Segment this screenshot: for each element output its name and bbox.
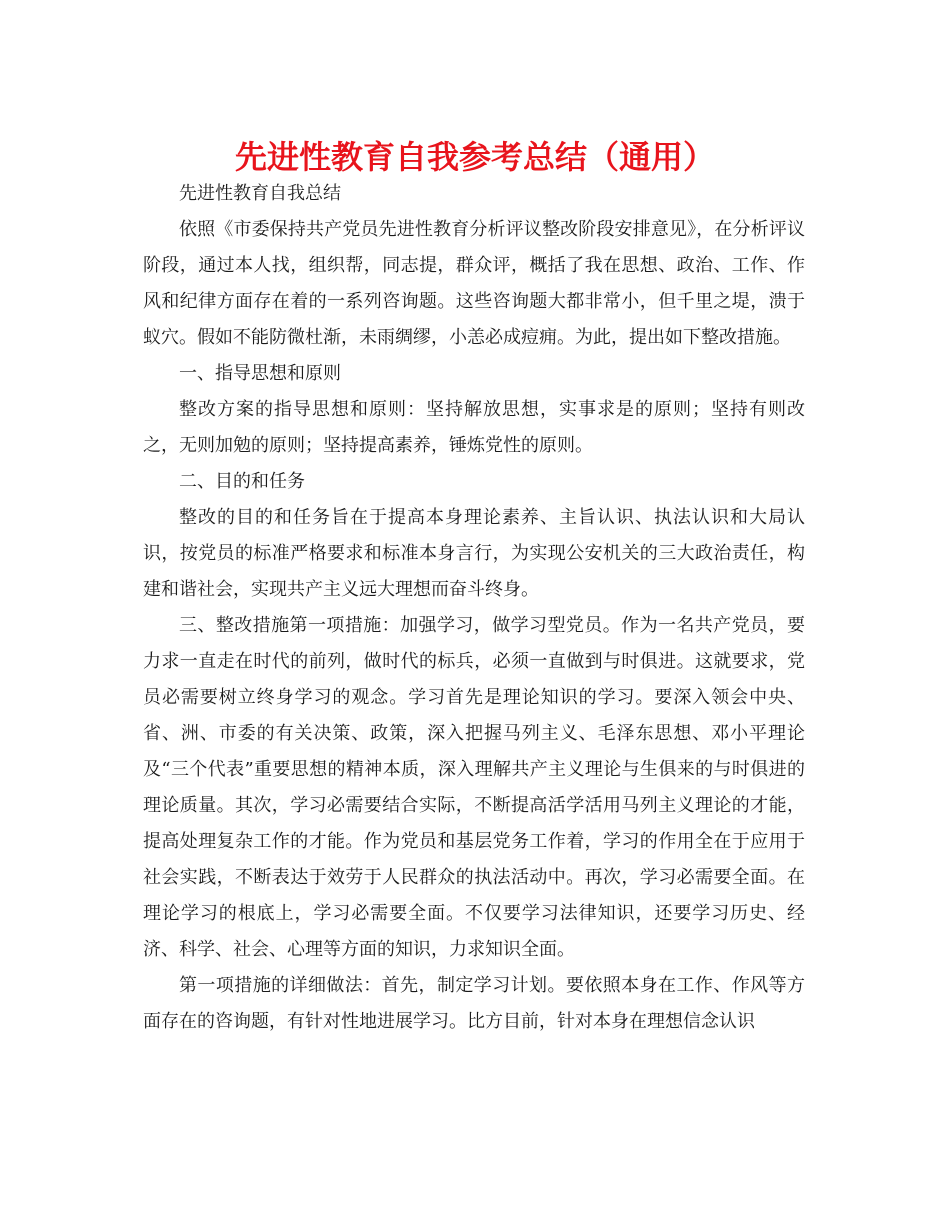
- paragraph-goals-and-tasks: 整改的目的和任务旨在于提高本身理论素养、主旨认识、执法认识和大局认识，按党员的标准严格要求和标准本身言行，为实现公安机关的三大政治责任，构建和谐社会，实现共产主义远大理想而奋斗终身。: [143, 507, 805, 600]
- paragraph-subtitle: 先进性教育自我总结: [179, 183, 341, 204]
- document-title: 先进性教育自我参考总结（通用）: [234, 138, 715, 176]
- paragraph-measure-one-details: 第一项措施的详细做法：首先，制定学习计划。要依照本身在工作、作风等方面存在的咨询题，有针对性地进展学习。比方目前，针对本身在理想信念认识: [143, 975, 805, 1032]
- heading-goals-and-tasks: 二、目的和任务: [179, 471, 305, 492]
- heading-guiding-principles: 一、指导思想和原则: [179, 363, 341, 384]
- paragraph-intro: 依照《市委保持共产党员先进性教育分析评议整改阶段安排意见》，在分析评议阶段，通过本人找，组织帮，同志提，群众评，概括了我在思想、政治、工作、作风和纪律方面存在着的一系列咨询题。这些咨询题大都非常小，但千里之堤，溃于蚁穴。假如不能防微杜渐，未雨绸缪，小恙必成痘痈。为此，提出如下整改措施。: [143, 219, 805, 348]
- paragraph-measure-one: 三、整改措施第一项措施：加强学习，做学习型党员。作为一名共产党员，要力求一直走在时代的前列，做时代的标兵，必须一直做到与时俱进。这就要求，党员必需要树立终身学习的观念。学习首先是理论知识的学习。要深入领会中央、省、洲、市委的有关决策、政策，深入把握马列主义、毛泽东思想、邓小平理论及“三个代表”重要思想的精神本质，深入理解共产主义理论与生俱来的与时俱进的理论质量。其次，学习必需要结合实际，不断提高活学活用马列主义理论的才能，提高处理复杂工作的才能。作为党员和基层党务工作着，学习的作用全在于应用于社会实践，不断表达于效劳于人民群众的执法活动中。再次，学习必需要全面。在理论学习的根底上，学习必需要全面。不仅要学习法律知识，还要学习历史、经济、科学、社会、心理等方面的知识，力求知识全面。: [143, 615, 805, 960]
- document-body: [143, 176, 805, 1040]
- paragraph-guiding-principles: 整改方案的指导思想和原则：坚持解放思想，实事求是的原则；坚持有则改之，无则加勉的原则；坚持提高素养，锤炼党性的原则。: [143, 399, 805, 456]
